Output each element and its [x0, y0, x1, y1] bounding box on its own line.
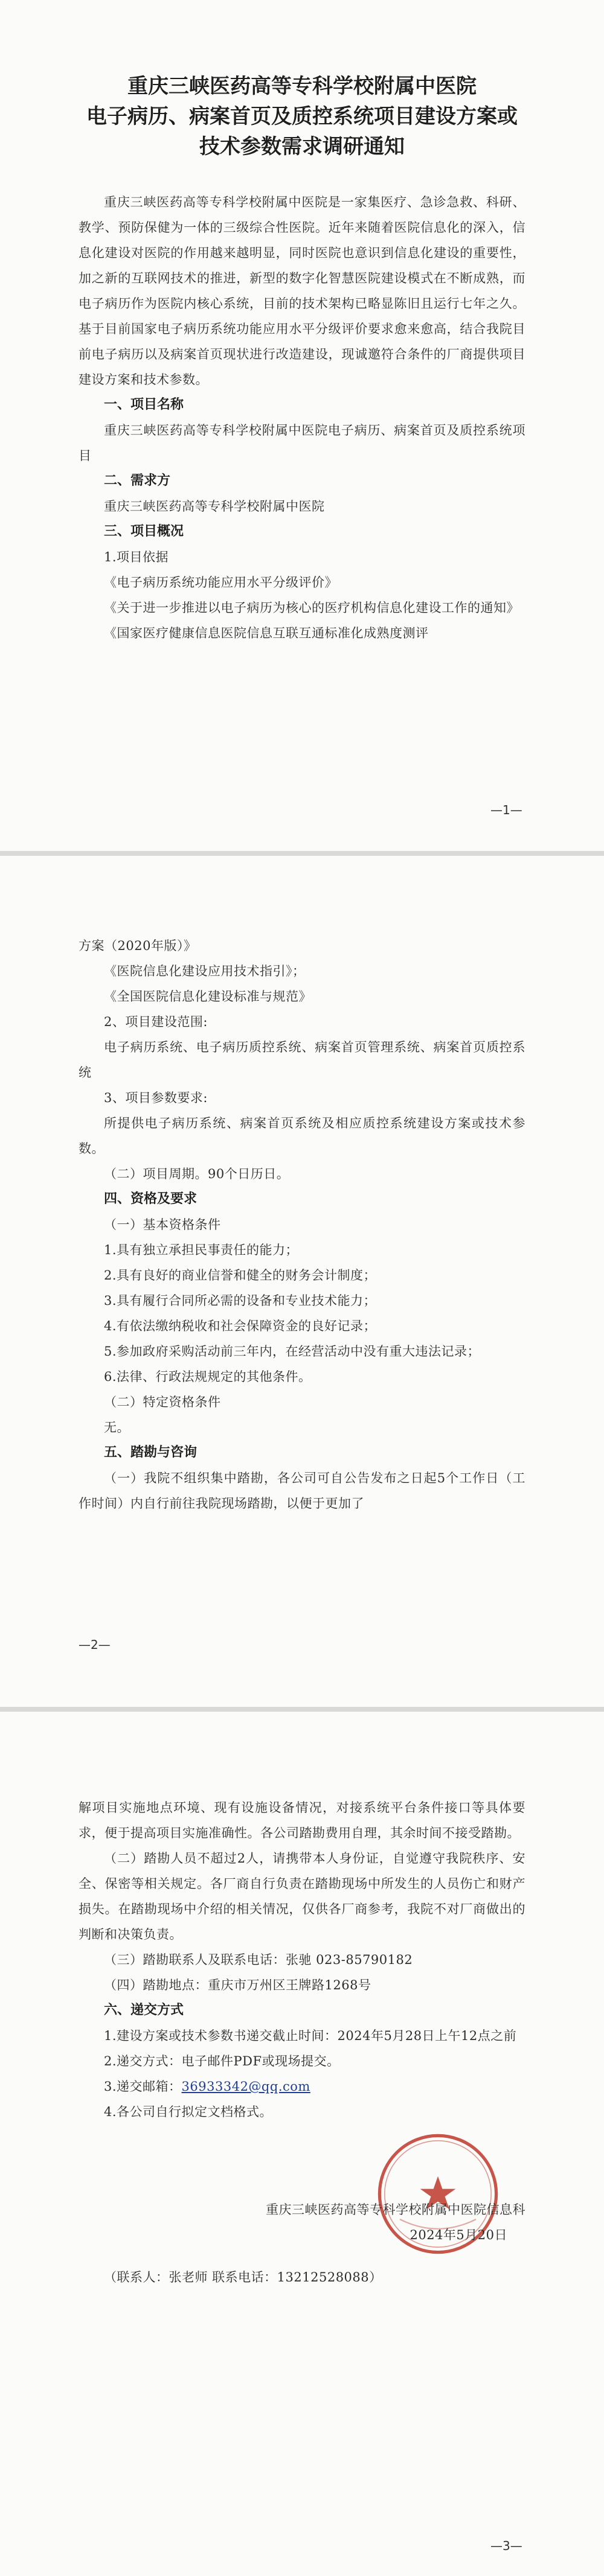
qualification-6: 6.法律、行政法规规定的其他条件。	[104, 1369, 312, 1384]
survey-paragraph-1-part-2: 解项目实施地点环境、现有设施设备情况，对接系统平台条件接口等具体要求，便于提高项目实施准确性。各公司踏勘费用自理，其余时间不接受踏勘。	[79, 1800, 525, 1840]
submission-email-label: 3.递交邮箱：	[104, 2079, 182, 2094]
page-number-1: —1—	[490, 803, 522, 817]
section-6-heading: 六、递交方式	[104, 2003, 184, 2018]
qualification-5: 5.参加政府采购活动前三年内，在经营活动中没有重大违法记录；	[104, 1344, 481, 1359]
intro-paragraph: 重庆三峡医药高等专科学校附属中医院是一家集医疗、急诊急救、科研、教学、预防保健为一体的三级综合性医院。近年来随着医院信息化的深入，信息化建设对医院的作用越来越明显，同时医院也意识到信息化建设的重要性，加之新的互联网技术的推进，新型的数字化智慧医院建设模式在不断成熟，而电子病历作为医院内核心系统，目前的技术架构已略显陈旧且运行七年之久。基于目前国家电子病历系统功能应用水平分级评价要求愈来愈高，结合我院目前电子病历以及病案首页现状进行改造建设，现诚邀符合条件的厂商提供项目建设方案和技术参数。	[79, 195, 525, 387]
special-qualification-heading: （二）特定资格条件	[104, 1395, 221, 1409]
reference-2: 《关于进一步推进以电子病历为核心的医疗机构信息化建设工作的通知》	[104, 601, 519, 615]
section-4-heading: 四、资格及要求	[104, 1191, 198, 1207]
section-5-heading: 五、踏勘与咨询	[104, 1445, 198, 1460]
section-2-heading: 二、需求方	[104, 473, 171, 488]
survey-contact: （三）踏勘联系人及联系电话：张驰 023-85790182	[104, 1953, 413, 1967]
reference-3-part-1: 《国家医疗健康信息医院信息互联互通标准化成熟度测评	[104, 626, 429, 640]
document-title-line-2: 电子病历、病案首页及质控系统项目建设方案或	[86, 104, 518, 129]
qualification-2: 2.具有良好的商业信誉和健全的财务会计制度；	[104, 1268, 377, 1283]
reference-1: 《电子病历系统功能应用水平分级评价》	[104, 575, 338, 590]
project-scope-item: 2、项目建设范围:	[104, 1015, 208, 1029]
reference-5: 《全国医院信息化建设标准与规范》	[104, 989, 312, 1004]
signature-date: 2024年5月20日	[410, 2228, 507, 2242]
section-3-heading: 三、项目概况	[104, 524, 184, 539]
survey-location: （四）踏勘地点：重庆市万州区王牌路1268号	[104, 1978, 371, 1992]
project-name-text: 重庆三峡医药高等专科学校附属中医院电子病历、病案首页及质控系统项目	[79, 423, 525, 463]
page-3-content	[79, 1795, 525, 2125]
document-page-1	[0, 0, 604, 851]
section-1-heading: 一、项目名称	[104, 397, 184, 412]
submission-method: 2.递交方式：电子邮件PDF或现场提交。	[104, 2054, 340, 2068]
page-number-3: —3—	[490, 2539, 522, 2553]
document-title-line-3: 技术参数需求调研通知	[199, 135, 405, 159]
document-page-3	[0, 1712, 604, 2576]
qualification-4: 4.有依法缴纳税收和社会保障资金的良好记录；	[104, 1319, 377, 1333]
qualification-3: 3.具有履行合同所必需的设备和专业技术能力；	[104, 1293, 377, 1308]
submission-email-line	[79, 2074, 525, 2099]
reference-3-part-2: 方案（2020年版）》	[79, 939, 197, 953]
basic-qualification-heading: （一）基本资格条件	[104, 1217, 221, 1232]
qualification-1: 1.具有独立承担民事责任的能力；	[104, 1243, 299, 1257]
survey-paragraph-2: （二）踏勘人员不超过2人，请携带本人身份证，自觉遵守我院秩序、安全、保密等相关规定。各厂商自行负责在踏勘现场中所发生的人员伤亡和财产损失。在踏勘现场中介绍的相关情况，仅供各厂商参考，我院不对厂商做出的判断和决策负责。	[79, 1851, 525, 1942]
signature-block	[79, 2197, 525, 2290]
special-qualification-none: 无。	[104, 1420, 130, 1435]
submission-deadline: 1.建设方案或技术参数书递交截止时间：2024年5月28日上午12点之前	[104, 2029, 517, 2043]
project-params-item: 3、项目参数要求:	[104, 1091, 208, 1105]
document-title-line-1: 重庆三峡医药高等专科学校附属中医院	[127, 74, 477, 98]
page-1-content	[79, 71, 525, 646]
page-2-content	[79, 933, 525, 1516]
survey-paragraph-1-part-1: （一）我院不组织集中踏勘，各公司可自公告发布之日起5个工作日（工作时间）内自行前往我院现场踏勘，以便于更加了	[79, 1471, 525, 1511]
reference-4: 《医院信息化建设应用技术指引》；	[104, 964, 306, 978]
document-page-2	[0, 856, 604, 1707]
project-period-text: （二）项目周期。90个日历日。	[104, 1167, 290, 1181]
page-number-2: —2—	[79, 1637, 111, 1652]
contact-info: （联系人：张老师 联系电话：13212528088）	[104, 2270, 382, 2284]
submission-format: 4.各公司自行拟定文档格式。	[104, 2105, 273, 2119]
demander-text: 重庆三峡医药高等专科学校附属中医院	[104, 499, 325, 514]
signature-organization: 重庆三峡医药高等专科学校附属中医院信息科	[266, 2202, 525, 2217]
project-scope-text: 电子病历系统、电子病历质控系统、病案首页管理系统、病案首页质控系统	[79, 1040, 525, 1080]
submission-email-link[interactable]: 36933342@qq.com	[181, 2079, 310, 2094]
project-params-text: 所提供电子病历系统、病案首页系统及相应质控系统建设方案或技术参数。	[79, 1116, 525, 1156]
project-basis-item: 1.项目依据	[104, 550, 169, 564]
